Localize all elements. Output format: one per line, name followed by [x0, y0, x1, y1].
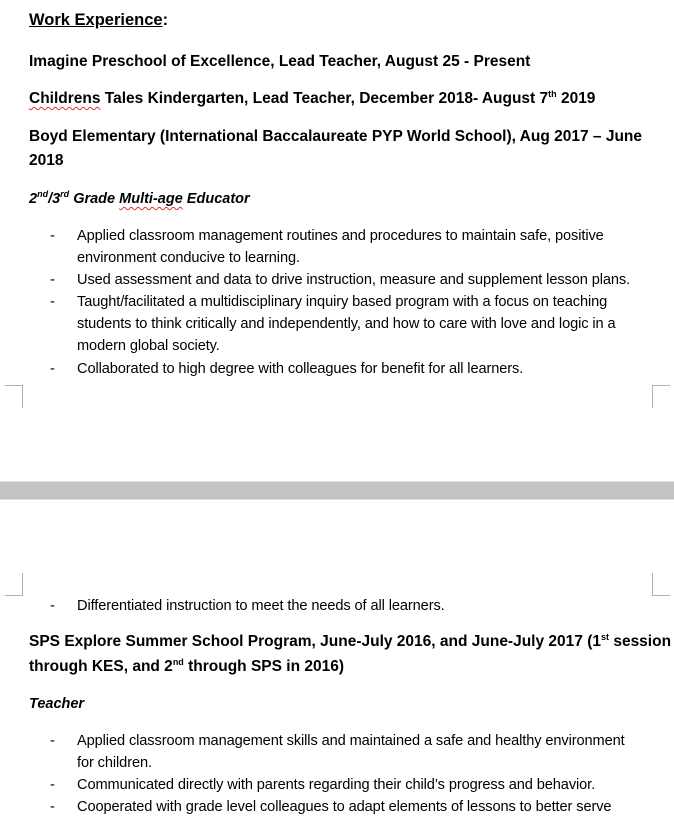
bullet-item [77, 774, 657, 796]
bullet-dash: - [50, 227, 55, 244]
job-title-2-year: 2019 [556, 90, 596, 107]
role-text: Grade [69, 191, 120, 207]
job-title-3-line2: 2018 [29, 152, 64, 169]
bullet-line: Applied classroom management skills and maintained a safe and healthy environment [77, 733, 625, 749]
crop-mark-icon [652, 573, 670, 596]
superscript: nd [172, 657, 184, 667]
bullet-dash: - [50, 360, 55, 377]
bullet-line: Taught/facilitated a multidisciplinary inquiry based program with a focus on teaching [77, 294, 608, 310]
role-title-2: Teacher [29, 696, 85, 712]
section-heading [29, 10, 168, 30]
spellcheck-word[interactable]: Multi-age [119, 191, 183, 207]
role-text: Educator [182, 191, 250, 207]
job-title-4-line1 [29, 632, 671, 652]
bullet-dash: - [50, 293, 55, 310]
job-title-4-line2 [29, 657, 344, 677]
job-text: SPS Explore Summer School Program, June-July 2016, and June-July 2017 (1 [29, 633, 601, 650]
role-text: 2 [29, 191, 38, 207]
bullet-line: Cooperated with grade level colleagues to adapt elements of lessons to better serve [77, 799, 612, 815]
bullet-dash: - [50, 798, 55, 815]
superscript: th [548, 89, 557, 99]
bullet-line: for children. [77, 755, 152, 771]
section-heading-text: Work Experience [29, 11, 163, 29]
spellcheck-word[interactable]: Childrens [29, 90, 101, 107]
job-text: through SPS in 2016) [183, 658, 345, 675]
bullet-line: students to think critically and independently, and how to care with love and logic in a [77, 316, 616, 332]
role-text: /3 [48, 191, 61, 207]
bullet-item [77, 291, 657, 357]
superscript: nd [37, 189, 49, 199]
job-title-2 [29, 89, 595, 109]
document-page-2[interactable] [0, 500, 674, 816]
job-text: through KES, and 2 [29, 658, 173, 675]
crop-mark-icon [5, 385, 23, 408]
bullet-item [77, 730, 657, 774]
crop-mark-icon [652, 385, 670, 408]
bullet-line: Communicated directly with parents regarding their child’s progress and behavior. [77, 777, 596, 793]
bullet-dash: - [50, 271, 55, 288]
bullet-item [77, 269, 657, 291]
bullet-dash: - [50, 776, 55, 793]
bullet-line: Used assessment and data to drive instruction, measure and supplement lesson plans. [77, 272, 631, 288]
bullet-line: Collaborated to high degree with colleagues for benefit for all learners. [77, 361, 524, 377]
page-separator [0, 481, 674, 500]
bullet-line: environment conducive to learning. [77, 250, 300, 266]
job-text: session [609, 633, 672, 650]
bullet-line: modern global society. [77, 338, 220, 354]
crop-mark-icon [5, 573, 23, 596]
bullet-line: Applied classroom management routines and procedures to maintain safe, positive [77, 228, 604, 244]
job-title-3-line1: Boyd Elementary (International Baccalaureate PYP World School), Aug 2017 – June [29, 128, 643, 145]
job-title-2-text: Tales Kindergarten, Lead Teacher, December 2018- August 7 [100, 90, 549, 107]
superscript: st [601, 632, 610, 642]
job-title-1: Imagine Preschool of Excellence, Lead Teacher, August 25 - Present [29, 53, 531, 70]
bullet-item [77, 225, 657, 269]
superscript: rd [60, 189, 70, 199]
section-heading-colon: : [162, 11, 169, 29]
bullet-dash: - [50, 732, 55, 749]
bullet-item [77, 358, 657, 380]
bullet-item [77, 595, 657, 617]
bullet-item [77, 796, 657, 818]
bullet-dash: - [50, 597, 55, 614]
bullet-line: Differentiated instruction to meet the needs of all learners. [77, 598, 445, 614]
role-title-1 [29, 189, 250, 209]
